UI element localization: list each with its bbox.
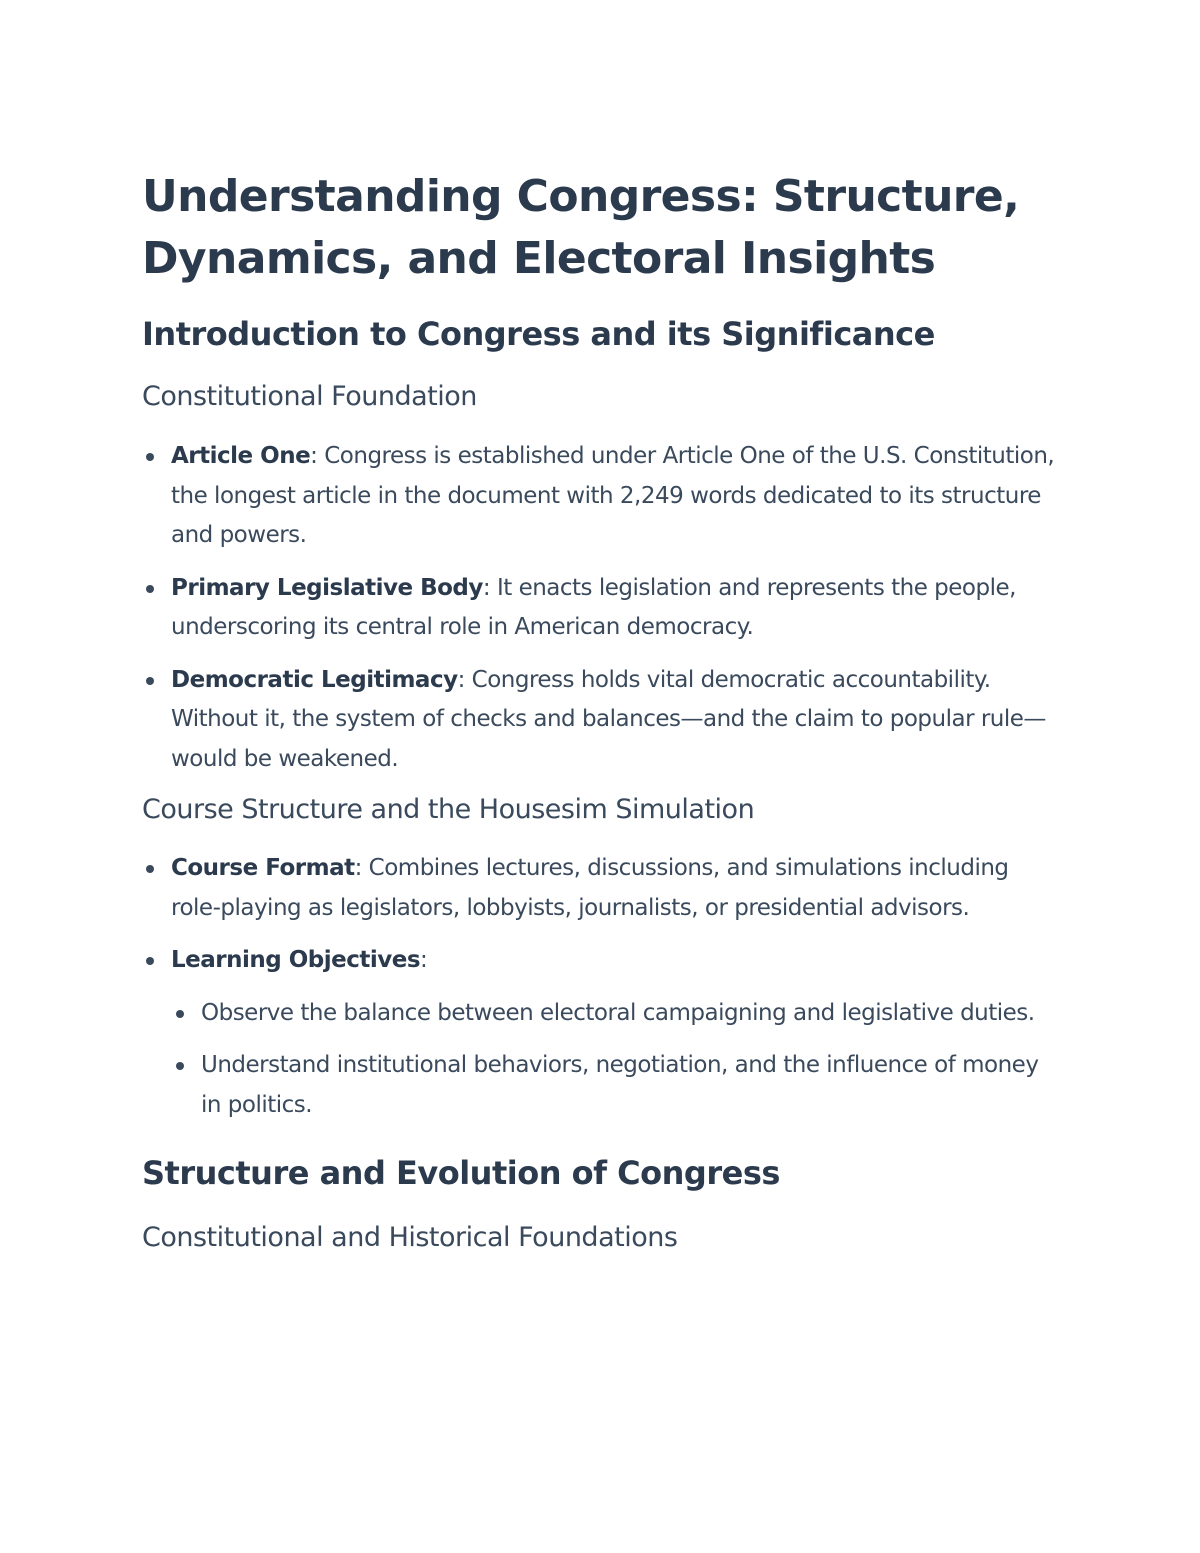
section-heading-structure-evolution: Structure and Evolution of Congress — [142, 1154, 780, 1192]
list-item-text: : — [420, 947, 428, 973]
list-item — [171, 569, 1060, 648]
list-item-text: : Combines lectures, discussions, and simulations including role-playing as legislators, lobbyists, journalists, or presidential advisors. — [171, 855, 1009, 921]
document-page — [142, 166, 1060, 1257]
learning-objectives-sublist — [171, 994, 1060, 1126]
list-item-text: : Congress is established under Article One of the U.S. Constitution, the longest article in the document with 2,249 words dedicated to its structure and powers. — [171, 443, 1055, 548]
sublist-item: Understand institutional behaviors, negotiation, and the influence of money in politics. — [201, 1046, 1060, 1125]
constitutional-foundation-list — [142, 437, 1060, 779]
list-item — [171, 849, 1060, 928]
list-item-text: : It enacts legislation and represents the people, underscoring its central role in American democracy. — [171, 574, 1016, 640]
sublist-item: Observe the balance between electoral campaigning and legislative duties. — [201, 994, 1060, 1034]
section-heading-introduction: Introduction to Congress and its Significance — [142, 315, 935, 353]
list-item-lead: Article One — [171, 443, 311, 469]
course-structure-list — [142, 849, 1060, 1125]
subsection-heading-course-structure: Course Structure and the Housesim Simulation — [142, 794, 755, 825]
list-item-lead: Course Format — [171, 855, 355, 881]
list-item-lead: Democratic Legitimacy — [171, 666, 458, 693]
list-item-lead: Learning Objectives — [171, 947, 421, 973]
subsection-heading-historical-foundations: Constitutional and Historical Foundations — [142, 1222, 678, 1253]
list-item — [171, 437, 1060, 556]
page-title: Understanding Congress: Structure, Dynamics, and Electoral Insights — [142, 171, 1020, 284]
list-item — [171, 661, 1060, 780]
list-item — [171, 941, 1060, 1125]
list-item-text: : Congress holds vital democratic accountability. Without it, the system of checks and balances—and the claim to popular rule—would be weakened. — [171, 666, 1046, 772]
list-item-lead: Primary Legislative Body — [171, 574, 483, 601]
subsection-heading-constitutional-foundation: Constitutional Foundation — [142, 381, 477, 412]
